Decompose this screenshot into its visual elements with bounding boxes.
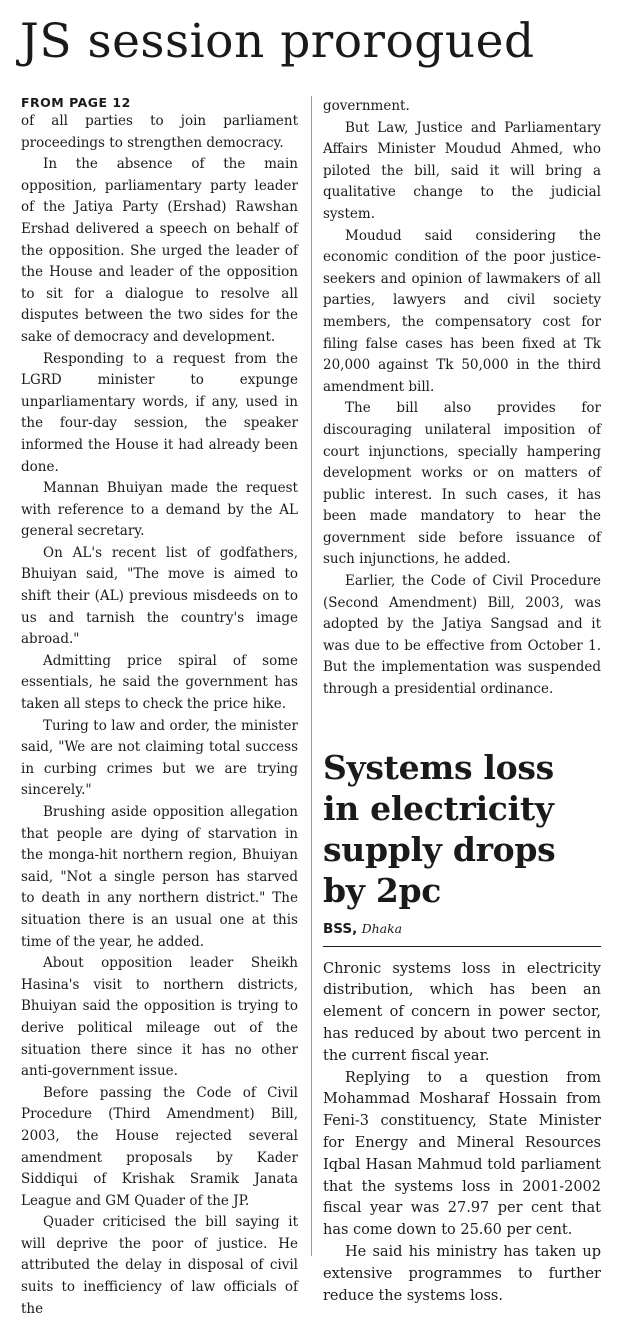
story2-headline-line: in electricity [323, 788, 554, 828]
left-column [21, 96, 298, 1320]
article-paragraph: The bill also provides for discouraging unilateral imposition of court injunctions, specially hampering development works or on matters of public interest. In such cases, it has been made mandatory to hear the government side before issuance of such injunctions, he added. [323, 400, 601, 568]
article-paragraph: On AL's recent list of godfathers, Bhuiyan said, "The move is aimed to shift their (AL) previous misdeeds on to us and tarnish the country's image abroad." [21, 544, 298, 648]
article-paragraph: Chronic systems loss in electricity distribution, which has been an element of concern in power sector, has reduced by about two percent in the current fiscal year. [323, 960, 601, 1064]
article-paragraph: Brushing aside opposition allegation that people are dying of starvation in the monga-hit northern region, Bhuiyan said, "Not a single person has starved to death in any northern district." The situation there is an usual one at this time of the year, he added. [21, 804, 298, 950]
story2-body [323, 959, 601, 1308]
article-paragraph: Before passing the Code of Civil Procedure (Third Amendment) Bill, 2003, the House rejected several amendment proposals by Kader Siddiqui of Krishak Sramik Janata League and GM Quader of the JP. [21, 1084, 298, 1209]
article-paragraph: Moudud said considering the economic condition of the poor justice-seekers and opinion of lawmakers of all parties, lawyers and civil society members, the compensatory cost for filing false cases has been fixed at Tk 20,000 against Tk 50,000 in the third amendment bill. [323, 227, 601, 395]
article-paragraph: Responding to a request from the LGRD minister to expunge unparliamentary words, if any, used in the four-day session, the speaker informed the House it had already been done. [21, 350, 298, 475]
story2-headline [323, 747, 601, 911]
article-paragraph: Admitting price spiral of some essentials, he said the government has taken all steps to check the price hike. [21, 652, 298, 713]
article-paragraph: In the absence of the main opposition, parliamentary party leader of the Jatiya Party (Ershad) Rawshan Ershad delivered a speech on behalf of the opposition. She urged the leader of the House and leader of the opposition to sit for a dialogue to resolve all disputes between the two sides for the sake of democracy and development. [21, 156, 298, 345]
byline [323, 919, 601, 939]
column-divider [311, 96, 312, 1256]
article-paragraph: About opposition leader Sheikh Hasina's visit to northern districts, Bhuiyan said the opposition is trying to derive political mileage out of the situation there since it has no other anti-government issue. [21, 955, 298, 1080]
article-paragraph: Earlier, the Code of Civil Procedure (Second Amendment) Bill, 2003, was adopted by the Jatiya Sangsad and it was due to be effective from October 1. But the implementation was suspended through a presidential ordinance. [323, 573, 601, 698]
byline-divider [323, 946, 601, 947]
article-paragraph: Mannan Bhuiyan made the request with reference to a demand by the AL general secretary. [21, 480, 298, 540]
article-paragraph: Quader criticised the bill saying it will deprive the poor of justice. He attributed the delay in disposal of civil suits to inefficiency of law officials of the [21, 1214, 298, 1317]
article-paragraph: government. [323, 98, 410, 114]
continuation-label: FROM PAGE 12 [21, 95, 131, 110]
article-paragraph: Replying to a question from Mohammad Mosharaf Hossain from Feni-3 constituency, State Minister for Energy and Mineral Resources Iqbal Hasan Mahmud told parliament that the systems loss in 2001-2002 fiscal year was 27.97 per cent that has come down to 25.60 per cent. [323, 1069, 601, 1239]
byline-place: Dhaka [361, 920, 403, 936]
byline-agency: BSS, [323, 920, 358, 937]
story2-headline-line: by 2pc [323, 870, 442, 910]
story2-headline-line: Systems loss [323, 747, 554, 787]
article-paragraph: of all parties to join parliament proceedings to strengthen democracy. [21, 113, 298, 151]
article-paragraph: But Law, Justice and Parliamentary Affairs Minister Moudud Ahmed, who piloted the bill, said it will bring a qualitative change to the judicial system. [323, 119, 601, 222]
article-paragraph: Turing to law and order, the minister said, "We are not claiming total success in curbing crimes but we are trying sincerely." [21, 717, 298, 799]
right-column [323, 96, 601, 1307]
story2-headline-line: supply drops [323, 829, 556, 869]
headline: JS session prorogued [20, 14, 535, 69]
article-paragraph: He said his ministry has taken up extensive programmes to further reduce the systems loss. [323, 1243, 601, 1304]
